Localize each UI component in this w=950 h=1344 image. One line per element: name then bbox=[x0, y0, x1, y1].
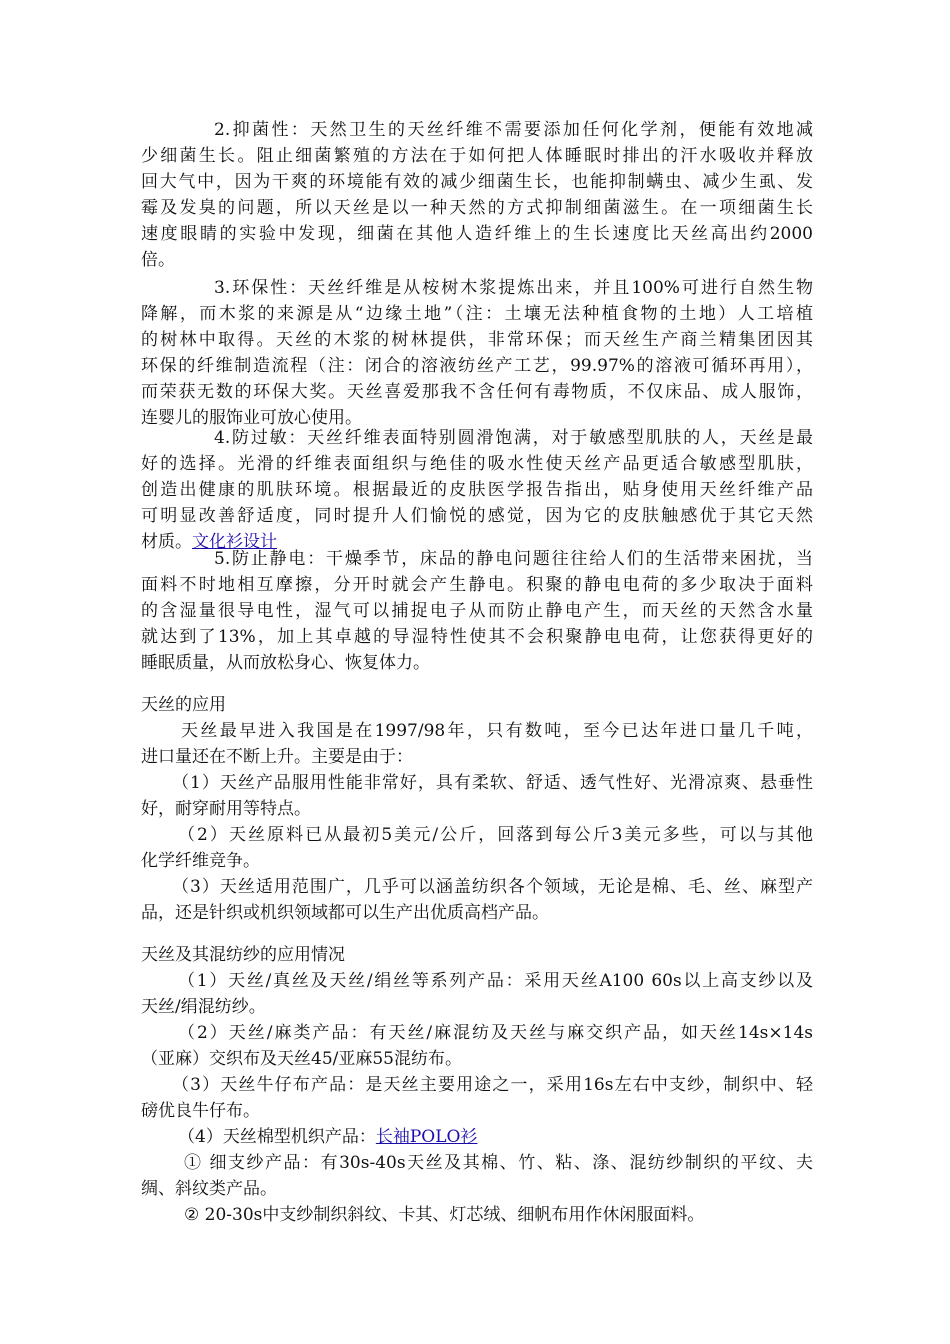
text-line: 而荣获无数的环保大奖。天丝喜爱那我不含任何有毒物质，不仅床品、成人服饰， bbox=[141, 382, 813, 402]
paragraph-anti-static bbox=[141, 546, 813, 676]
paragraph-anti-allergy bbox=[141, 425, 813, 555]
paragraph-eco-friendly bbox=[141, 275, 813, 431]
text-line: 环保的纤维制造流程（注：闭合的溶液纺丝产工艺，99.97%的溶液可循环再用）， bbox=[141, 356, 813, 376]
text-line: 天丝最早进入我国是在1997/98年，只有数吨，至今已达年进口量几千吨， bbox=[181, 721, 813, 741]
section-tencel-applications bbox=[141, 692, 813, 926]
text-line: 睡眠质量，从而放松身心、恢复体力。 bbox=[141, 653, 430, 673]
list-item-line: （2）天丝/麻类产品：有天丝/麻混纺及天丝与麻交织产品，如天丝14s×14s bbox=[178, 1023, 813, 1043]
text-line: 连婴儿的服饰业可放心使用。 bbox=[141, 408, 362, 428]
text-line: 2.抑菌性：天然卫生的天丝纤维不需要添加任何化学剂，便能有效地减 bbox=[214, 120, 813, 140]
text-segment: （4）天丝棉型机织产品： bbox=[178, 1127, 376, 1147]
text-line: 倍。 bbox=[141, 250, 175, 270]
section-heading: 天丝的应用 bbox=[141, 695, 226, 715]
text-line: 回大气中，因为干爽的环境能有效的减少细菌生长，也能抑制螨虫、减少生虱、发 bbox=[141, 172, 813, 192]
list-item-line bbox=[141, 1124, 813, 1150]
list-item-line: 天丝/绢混纺纱。 bbox=[141, 997, 266, 1017]
list-item-line: （亚麻）交织布及天丝45/亚麻55混纺布。 bbox=[141, 1049, 462, 1069]
text-line: 4.防过敏：天丝纤维表面特别圆滑饱满，对于敏感型肌肤的人，天丝是最 bbox=[214, 428, 813, 448]
text-line: 就达到了13%，加上其卓越的导湿特性使其不会积聚静电电荷，让您获得更好的 bbox=[141, 627, 813, 647]
list-item-line: 品，还是针织或机织领域都可以生产出优质高档产品。 bbox=[141, 903, 549, 923]
list-item-line: （2）天丝原料已从最初5美元/公斤，回落到每公斤3美元多些，可以与其他 bbox=[178, 825, 813, 845]
text-line: 面料不时地相互摩擦，分开时就会产生静电。积聚的静电电荷的多少取决于面料 bbox=[141, 575, 813, 595]
text-line: 霉及发臭的问题，所以天丝是以一种天然的方式抑制细菌滋生。在一项细菌生长 bbox=[141, 198, 813, 218]
list-item-line: （1）天丝/真丝及天丝/绢丝等系列产品：采用天丝A100 60s以上高支纱以及 bbox=[178, 971, 813, 991]
list-item-line: （3）天丝牛仔布产品：是天丝主要用途之一，采用16s左右中支纱，制织中、轻 bbox=[172, 1075, 813, 1095]
text-line: 速度眼睛的实验中发现，细菌在其他人造纤维上的生长速度比天丝高出约2000 bbox=[141, 224, 813, 244]
list-item-line: ② 20-30s中支纱制织斜纹、卡其、灯芯绒、细帆布用作休闲服面料。 bbox=[184, 1205, 705, 1225]
list-item-line: 好，耐穿耐用等特点。 bbox=[141, 799, 311, 819]
paragraph-antibacterial bbox=[141, 117, 813, 273]
list-item-line: ① 细支纱产品：有30s-40s天丝及其棉、竹、粘、涤、混纺纱制织的平纹、夫 bbox=[184, 1153, 813, 1173]
list-item-line: 磅优良牛仔布。 bbox=[141, 1101, 260, 1121]
list-item-line: 绸、斜纹类产品。 bbox=[141, 1179, 277, 1199]
text-line: 5.防止静电：干燥季节，床品的静电问题往往给人们的生活带来困扰，当 bbox=[214, 549, 813, 569]
section-blended-yarn-applications bbox=[141, 942, 813, 1228]
section-heading: 天丝及其混纺纱的应用情况 bbox=[141, 945, 345, 965]
culture-shirt-design-link[interactable]: 文化衫设计 bbox=[192, 532, 277, 552]
text-line: 的含湿量很导电性，湿气可以捕捉电子从而防止静电产生，而天丝的天然含水量 bbox=[141, 601, 813, 621]
text-line: 进口量还在不断上升。主要是由于： bbox=[141, 747, 413, 767]
text-line: 3.环保性：天丝纤维是从桉树木浆提炼出来，并且100%可进行自然生物 bbox=[214, 278, 813, 298]
text-line: 好的选择。光滑的纤维表面组织与绝佳的吸水性使天丝产品更适合敏感型肌肤， bbox=[141, 454, 813, 474]
text-line: 少细菌生长。阻止细菌繁殖的方法在于如何把人体睡眠时排出的汗水吸收并释放 bbox=[141, 146, 813, 166]
text-segment: 材质。 bbox=[141, 532, 192, 552]
text-line: 降解，而木浆的来源是从“边缘土地”（注：土壤无法种植食物的土地）人工培植 bbox=[141, 304, 813, 324]
text-line: 的树林中取得。天丝的木浆的树林提供，非常环保；而天丝生产商兰精集团因其 bbox=[141, 330, 813, 350]
text-line: 创造出健康的肌肤环境。根据最近的皮肤医学报告指出，贴身使用天丝纤维产品 bbox=[141, 480, 813, 500]
list-item-line: 化学纤维竞争。 bbox=[141, 851, 260, 871]
list-item-line: （3）天丝适用范围广，几乎可以涵盖纺织各个领域，无论是棉、毛、丝、麻型产 bbox=[172, 877, 813, 897]
text-line: 可明显改善舒适度，同时提升人们愉悦的感觉，因为它的皮肤触感优于其它天然 bbox=[141, 506, 813, 526]
long-sleeve-polo-link[interactable]: 长袖POLO衫 bbox=[375, 1127, 478, 1147]
list-item-line: （1）天丝产品服用性能非常好，具有柔软、舒适、透气性好、光滑凉爽、悬垂性 bbox=[172, 773, 813, 793]
